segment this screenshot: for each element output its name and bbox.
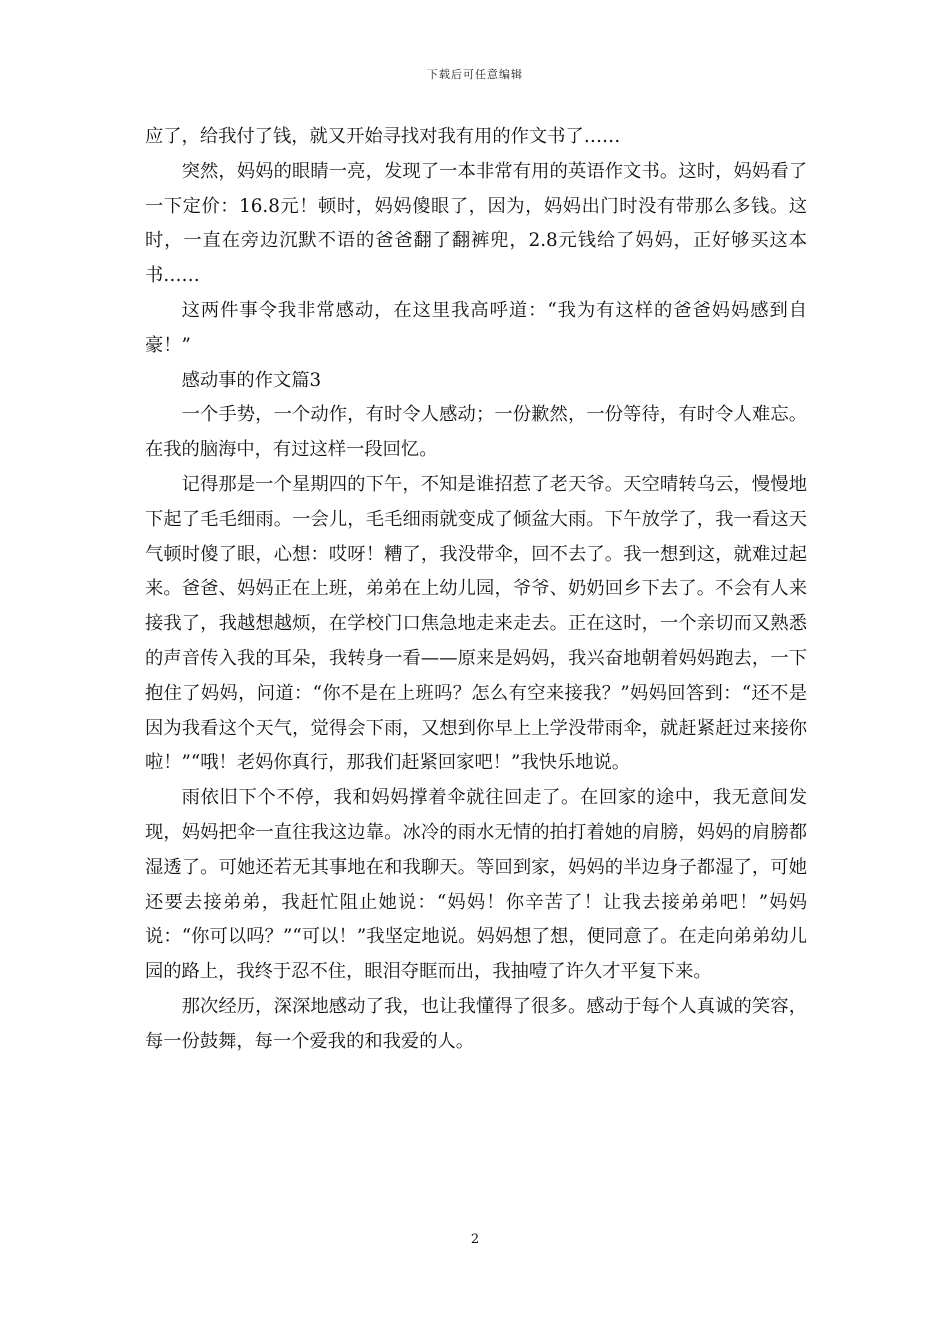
- paragraph: 雨依旧下个不停，我和妈妈撑着伞就往回走了。在回家的途中，我无意间发现，妈妈把伞一直往我这边靠。冰冷的雨水无情的拍打着她的肩膀，妈妈的肩膀都湿透了。可她还若无其事地在和我聊天。等回到家，妈妈的半边身子都湿了，可她还要去接弟弟，我赶忙阻止她说：“妈妈！你辛苦了！让我去接弟弟吧！”妈妈说：“你可以吗？”“可以！”我坚定地说。妈妈想了想，便同意了。在走向弟弟幼儿园的路上，我终于忍不住，眼泪夺眶而出，我抽噎了许久才平复下来。: [145, 787, 807, 983]
- paragraph: 记得那是一个星期四的下午，不知是谁招惹了老天爷。天空晴转乌云，慢慢地下起了毛毛细雨。一会儿，毛毛细雨就变成了倾盆大雨。下午放学了，我一看这天气顿时傻了眼，心想：哎呀！糟了，我没带伞，回不去了。我一想到这，就难过起来。爸爸、妈妈正在上班，弟弟在上幼儿园，爷爷、奶奶回乡下去了。不会有人来接我了，我越想越烦，在学校门口焦急地走来走去。正在这时，一个亲切而又熟悉的声音传入我的耳朵，我转身一看——原来是妈妈，我兴奋地朝着妈妈跑去，一下抱住了妈妈，问道：“你不是在上班吗？怎么有空来接我？”妈妈回答到：“还不是因为我看这个天气，觉得会下雨，又想到你早上上学没带雨伞，就赶紧赶过来接你啦！”“哦！老妈你真行，那我们赶紧回家吧！”我快乐地说。: [145, 473, 807, 774]
- paragraph: 应了，给我付了钱，就又开始寻找对我有用的作文书了……: [145, 126, 621, 147]
- document-body: [145, 120, 807, 1060]
- paragraph: 突然，妈妈的眼睛一亮，发现了一本非常有用的英语作文书。这时，妈妈看了一下定价：16.8元！顿时，妈妈傻眼了，因为，妈妈出门时没有带那么多钱。这时，一直在旁边沉默不语的爸爸翻了翻裤兜，2.8元钱给了妈妈，正好够买这本书……: [145, 160, 807, 287]
- page-number: 2: [470, 1232, 480, 1247]
- paragraph: 那次经历，深深地感动了我，也让我懂得了很多。感动于每个人真诚的笑容，每一份鼓舞，每一个爱我的和我爱的人。: [145, 995, 807, 1052]
- page-header: 下载后可任意编辑: [427, 68, 523, 81]
- paragraph: 这两件事令我非常感动，在这里我高呼道：“我为有这样的爸爸妈妈感到自豪！”: [145, 299, 807, 356]
- section-heading: 感动事的作文篇3: [181, 369, 322, 391]
- paragraph: 一个手势，一个动作，有时令人感动；一份歉然，一份等待，有时令人难忘。在我的脑海中，有过这样一段回忆。: [145, 404, 807, 461]
